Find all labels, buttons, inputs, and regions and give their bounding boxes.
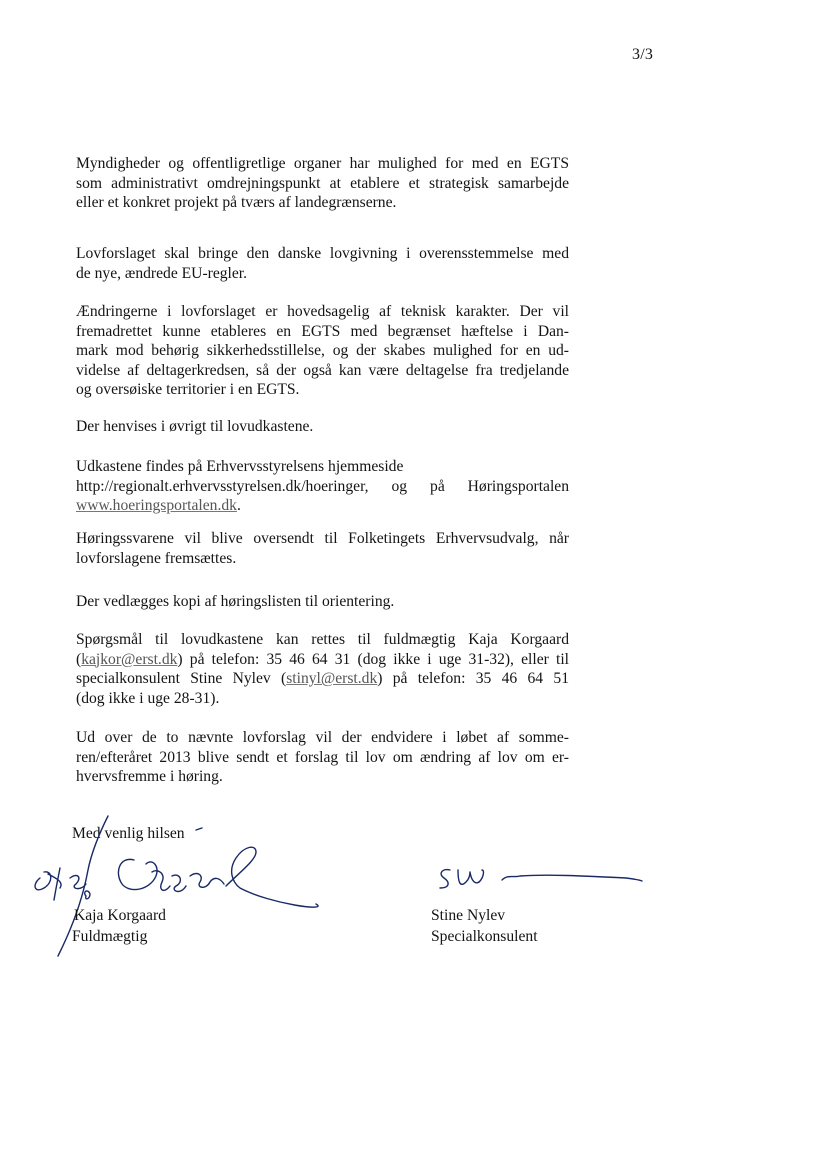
paragraph-links: [76, 457, 569, 516]
regional-url[interactable]: http://regionalt.erhvervsstyrelsen.dk/hoeringer,: [76, 477, 369, 495]
signature-stine-nylev: [436, 864, 646, 894]
text-line: [76, 669, 569, 689]
signatory-name-kaja: Kaja Korgaard: [74, 907, 166, 924]
page-number: 3/3: [632, 46, 654, 63]
paragraph-attachment: [76, 592, 569, 612]
paragraph-egts-intro: [76, 154, 569, 213]
text-line: mark mod behørig sikkerhedsstillelse, og der skabes mulighed for en ud-: [76, 342, 569, 360]
hoeringsportal-link[interactable]: www.hoeringsportalen.dk: [76, 497, 237, 515]
text-line: Der henvises i øvrigt til lovudkastene.: [76, 418, 314, 435]
paragraph-reference: [76, 417, 569, 437]
paragraph-contacts: [76, 630, 569, 708]
text-run: ) på telefon: 35 46 64 31 (dog ikke i uge 31-32), eller til: [177, 650, 569, 668]
text-line: lovforslagene fremsættes.: [76, 549, 237, 567]
text-line: og oversøiske territorier i en EGTS.: [76, 381, 300, 399]
paragraph-further-bill: [76, 728, 569, 787]
signatory-name-stine: Stine Nylev: [431, 907, 506, 924]
paragraph-changes: [76, 302, 569, 400]
text-line: Lovforslaget skal bringe den danske lovgivning i overensstemmelse med: [76, 245, 569, 262]
text-line: som administrativt omdrejningspunkt at etablere et strategisk samarbejde: [76, 174, 569, 192]
text-line: Udkastene findes på Erhvervsstyrelsens hjemmeside: [76, 458, 404, 475]
signatory-title-stine: Specialkonsulent: [431, 928, 538, 945]
text-word: og: [391, 477, 408, 495]
paragraph-committee: [76, 529, 569, 568]
signatory-title-kaja: Fuldmægtig: [72, 928, 148, 945]
text-line: hvervsfremme i høring.: [76, 768, 223, 786]
text-line: (dog ikke i uge 28-31).: [76, 689, 220, 707]
text-line: Spørgsmål til lovudkastene kan rettes til fuldmægtig Kaja Korgaard: [76, 631, 569, 648]
text-run: specialkonsulent Stine Nylev (: [76, 670, 287, 688]
paragraph-purpose: [76, 244, 569, 283]
text-line: [76, 650, 569, 670]
closing-salutation: Med venlig hilsen: [72, 825, 185, 842]
text-line: videlse af deltagerkredsen, så der også kan være deltagelse fra tredjelande: [76, 361, 569, 379]
text-run: ) på telefon: 35 46 64 51: [377, 670, 569, 688]
text-line: de nye, ændrede EU-regler.: [76, 264, 248, 282]
text-line: Myndigheder og offentligretlige organer har mulighed for med en EGTS: [76, 155, 569, 172]
email-link-stinyl[interactable]: stinyl@erst.dk: [286, 670, 378, 688]
text-punct: .: [236, 497, 241, 515]
text-line: [76, 477, 569, 497]
text-line: Ændringerne i lovforslaget er hovedsagelig af teknisk karakter. Der vil: [76, 303, 569, 320]
text-line: Høringssvarene vil blive oversendt til Folketingets Erhvervsudvalg, når: [76, 530, 569, 547]
text-line: [76, 496, 569, 516]
text-word: på: [430, 477, 445, 495]
email-link-kajkor[interactable]: kajkor@erst.dk: [81, 650, 178, 668]
text-word: Høringsportalen: [467, 477, 570, 495]
text-punct: (: [76, 650, 82, 668]
text-line: fremadrettet kunne etableres en EGTS med begrænset hæftelse i Dan-: [76, 322, 569, 340]
text-line: Ud over de to nævnte lovforslag vil der endvidere i løbet af somme-: [76, 729, 569, 746]
text-line: ren/efteråret 2013 blive sendt et forslag til lov om ændring af lov om er-: [76, 748, 569, 766]
text-line: eller et konkret projekt på tværs af landegrænserne.: [76, 194, 397, 212]
text-line: Der vedlægges kopi af høringslisten til orientering.: [76, 593, 395, 610]
